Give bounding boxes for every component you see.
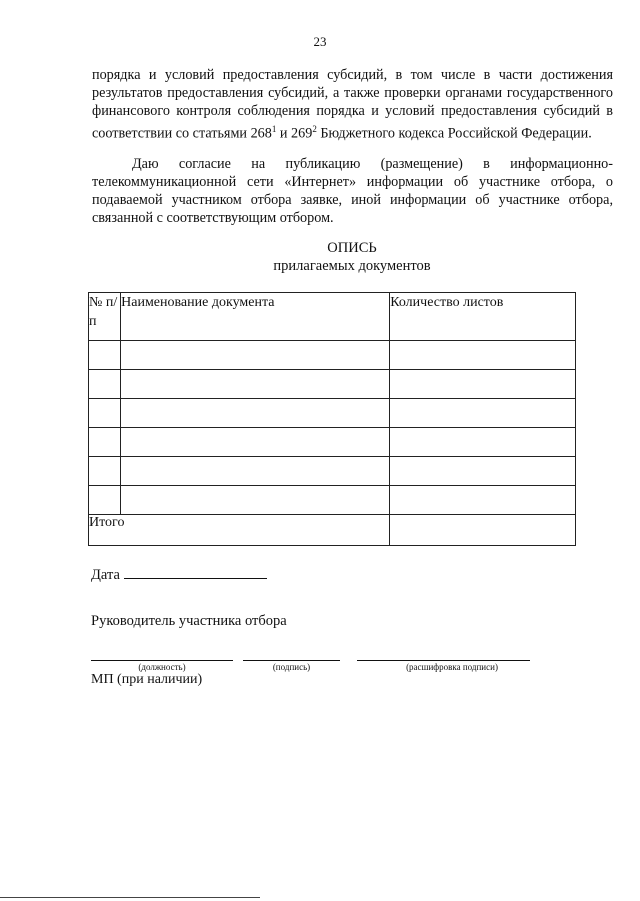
table-cell <box>89 399 121 428</box>
date-field <box>91 564 267 584</box>
header-document-name: Наименование документа <box>121 293 390 341</box>
date-label: Дата <box>91 567 120 583</box>
table-cell <box>121 486 390 515</box>
decoding-caption: (расшифровка подписи) <box>406 662 498 672</box>
inventory-table <box>88 292 576 546</box>
header-number: № п/п <box>89 293 121 341</box>
table-cell <box>89 457 121 486</box>
table-cell <box>390 428 576 457</box>
inventory-subtitle: прилагаемых документов <box>273 258 431 274</box>
table-cell <box>89 428 121 457</box>
table-row <box>89 399 576 428</box>
table-cell <box>390 341 576 370</box>
position-caption: (должность) <box>138 662 186 672</box>
table-cell <box>390 399 576 428</box>
table-cell <box>121 399 390 428</box>
table-cell <box>89 370 121 399</box>
header-sheet-count: Количество листов <box>390 293 576 341</box>
table-row <box>89 428 576 457</box>
signature-line <box>243 660 340 661</box>
decoding-line <box>357 660 530 661</box>
paragraph-budget-code-text: порядка и условий предоставления субсидий, в том числе в части достижения результатов предоставления субсидий, а также проверки органами государственного финансового контроля соблюдения порядка и условий предоставления субсидий в соответствии со статьями 268 <box>92 67 613 142</box>
table-header-row <box>89 293 576 341</box>
page-number: 23 <box>313 34 327 49</box>
paragraph-budget-code-tail: Бюджетного кодекса Российской Федерации. <box>316 125 592 142</box>
stamp-place-label: МП (при наличии) <box>91 672 203 687</box>
total-value <box>390 515 576 546</box>
date-underline <box>124 564 267 579</box>
footnote-superscript-1: 1 <box>271 124 277 134</box>
signature-caption: (подпись) <box>272 662 311 672</box>
table-row <box>89 341 576 370</box>
table-cell <box>121 457 390 486</box>
total-label: Итого <box>89 515 390 546</box>
paragraph-budget-code <box>92 66 613 143</box>
head-of-participant-label: Руководитель участника отбора <box>91 613 287 629</box>
inventory-title: ОПИСЬ <box>327 240 377 256</box>
table-cell <box>121 428 390 457</box>
footnote-superscript-2: 2 <box>312 124 317 134</box>
table-row <box>89 370 576 399</box>
paragraph-budget-code-and: и 269 <box>276 125 313 142</box>
bottom-rule <box>0 897 260 898</box>
position-line <box>91 660 233 661</box>
table-total-row <box>89 515 576 546</box>
table-cell <box>390 370 576 399</box>
table-cell <box>89 486 121 515</box>
table-row <box>89 457 576 486</box>
table-row <box>89 486 576 515</box>
table-cell <box>390 486 576 515</box>
table-cell <box>121 370 390 399</box>
table-cell <box>121 341 390 370</box>
table-cell <box>89 341 121 370</box>
paragraph-consent: Даю согласие на публикацию (размещение) в информационно-телекоммуникационной сети «Интернет» информации об участнике отбора, о подаваемой участником отбора заявке, иной информации об участнике отбора, связанной с соответствующим отбором. <box>92 156 613 226</box>
table-cell <box>390 457 576 486</box>
